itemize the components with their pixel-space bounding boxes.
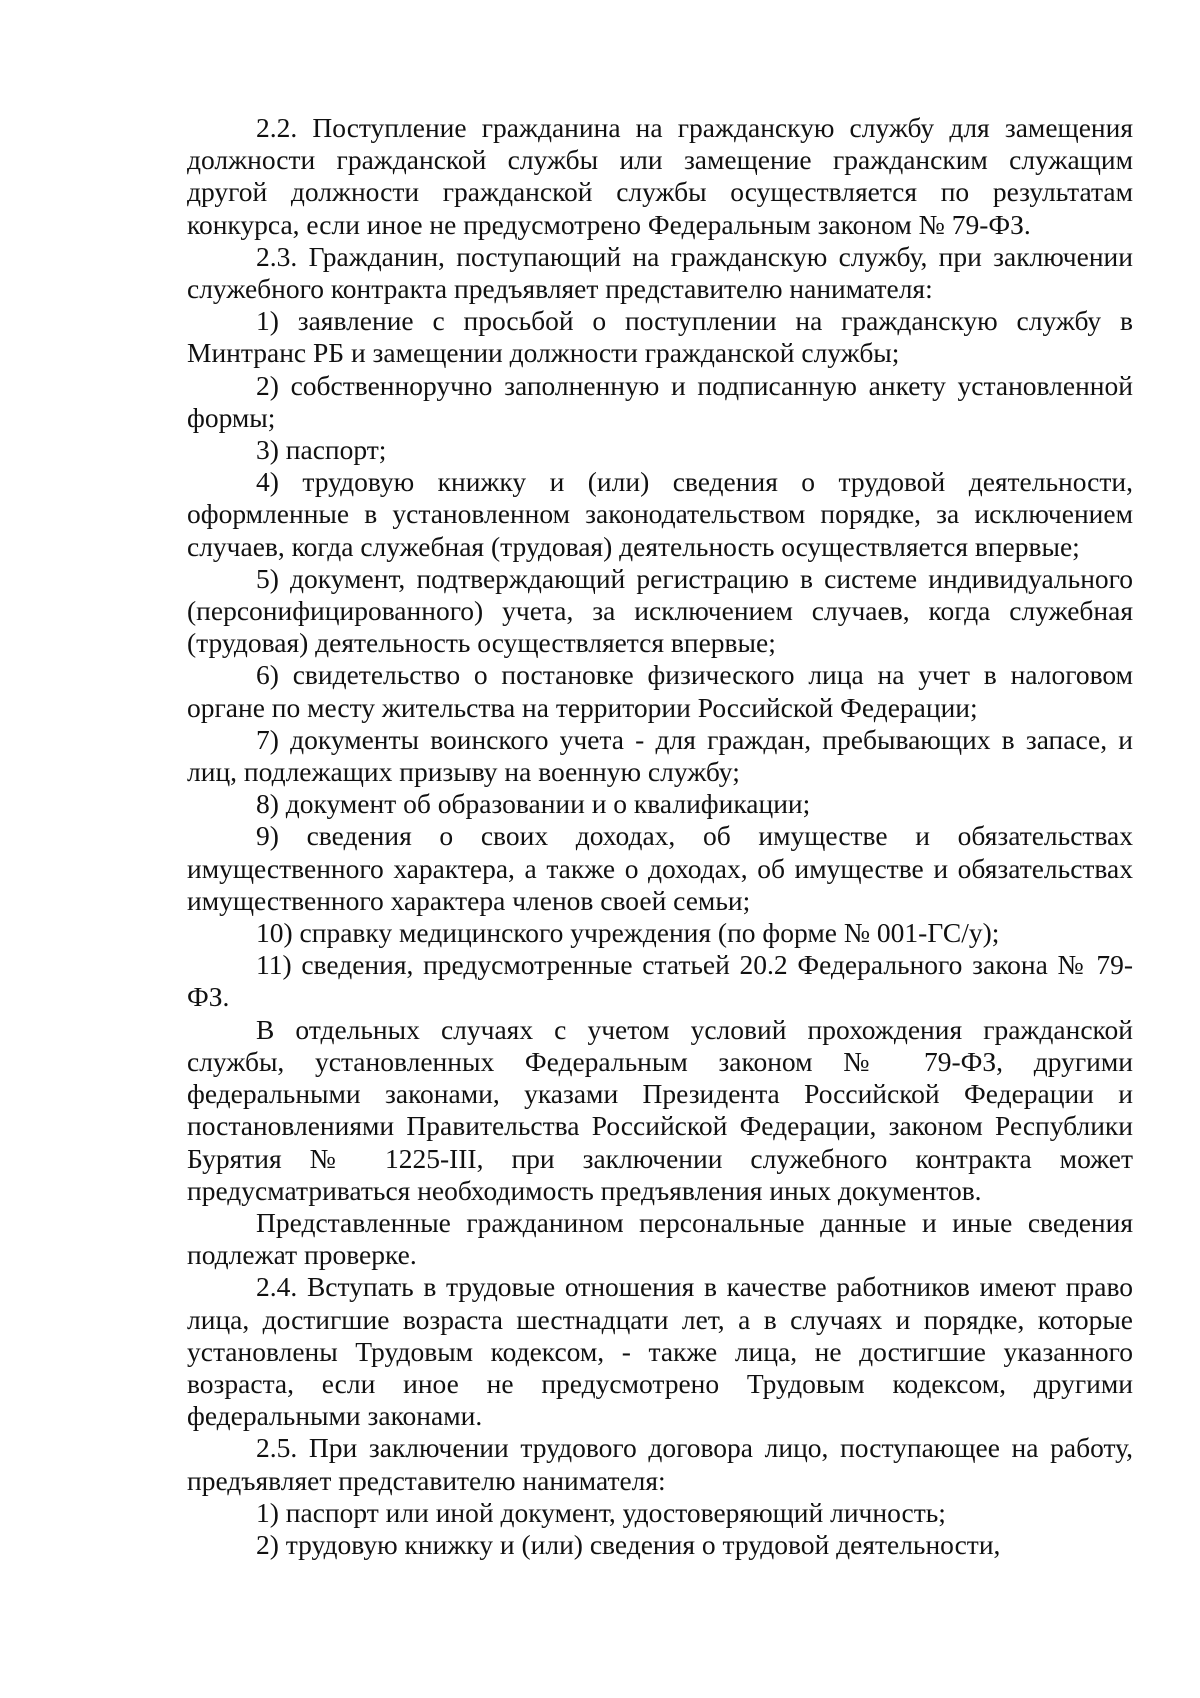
paragraph-special-cases: В отдельных случаях с учетом условий прохождения гражданской службы, установленных Федеральным законом № 79-ФЗ, другими федеральными законами, указами Президента Российской Федерации и постановлениями Правительства Российской Федерации, законом Республики Бурятия № 1225-III, при заключении служебного контракта может предусматриваться необходимость предъявления иных документов.: [187, 1013, 1133, 1206]
paragraph-2-3: 2.3. Гражданин, поступающий на гражданскую службу, при заключении служебного контракта предъявляет представителю нанимателя:: [187, 240, 1133, 305]
list-item-2-5-2: 2) трудовую книжку и (или) сведения о трудовой деятельности,: [256, 1528, 1001, 1560]
list-item-2-3-7: 7) документы воинского учета - для граждан, пребывающих в запасе, и лиц, подлежащих призыву на военную службу;: [187, 723, 1133, 788]
list-item-2-3-9: 9) сведения о своих доходах, об имуществе и обязательствах имущественного характера, а также о доходах, об имуществе и обязательствах имущественного характера членов своей семьи;: [187, 820, 1133, 916]
list-item-2-3-1: 1) заявление с просьбой о поступлении на гражданскую службу в Минтранс РБ и замещении должности гражданской службы;: [187, 305, 1133, 369]
list-item-2-3-11: 11) сведения, предусмотренные статьей 20.2 Федерального закона № 79-ФЗ.: [187, 949, 1133, 1013]
paragraph-2-2: 2.2. Поступление гражданина на гражданскую службу для замещения должности гражданской службы или замещение гражданским служащим другой должности гражданской службы осуществляется по результатам конкурса, если иное не предусмотрено Федеральным законом № 79-ФЗ.: [187, 112, 1133, 240]
paragraph-verification: Представленные гражданином персональные данные и иные сведения подлежат проверке.: [187, 1206, 1133, 1271]
list-item-2-3-5: 5) документ, подтверждающий регистрацию в системе индивидуального (персонифицированного) учета, за исключением случаев, когда служебная (трудовая) деятельность осуществляется впервые;: [187, 562, 1133, 659]
document-page: [187, 112, 1133, 1561]
paragraph-2-4: 2.4. Вступать в трудовые отношения в качестве работников имеют право лица, достигшие возраста шестнадцати лет, а в случаях и порядке, которые установлены Трудовым кодексом, - также лица, не достигшие указанного возраста, если иное не предусмотрено Трудовым кодексом, другими федеральными законами.: [187, 1271, 1133, 1432]
list-item-2-3-6: 6) свидетельство о постановке физического лица на учет в налоговом органе по месту жительства на территории Российской Федерации;: [187, 659, 1133, 723]
list-item-2-5-1: 1) паспорт или иной документ, удостоверяющий личность;: [256, 1496, 946, 1528]
paragraph-2-5: 2.5. При заключении трудового договора лицо, поступающее на работу, предъявляет представителю нанимателя:: [187, 1432, 1133, 1496]
list-item-2-3-2: 2) собственноручно заполненную и подписанную анкету установленной формы;: [187, 369, 1133, 433]
list-item-2-3-4: 4) трудовую книжку и (или) сведения о трудовой деятельности, оформленные в установленном законодательством порядке, за исключением случаев, когда служебная (трудовая) деятельность осуществляется впервые;: [187, 466, 1133, 562]
list-item-2-3-8: 8) документ об образовании и о квалификации;: [256, 788, 811, 820]
list-item-2-3-10: 10) справку медицинского учреждения (по форме № 001-ГС/у);: [256, 917, 1000, 949]
list-item-2-3-3: 3) паспорт;: [256, 434, 387, 466]
